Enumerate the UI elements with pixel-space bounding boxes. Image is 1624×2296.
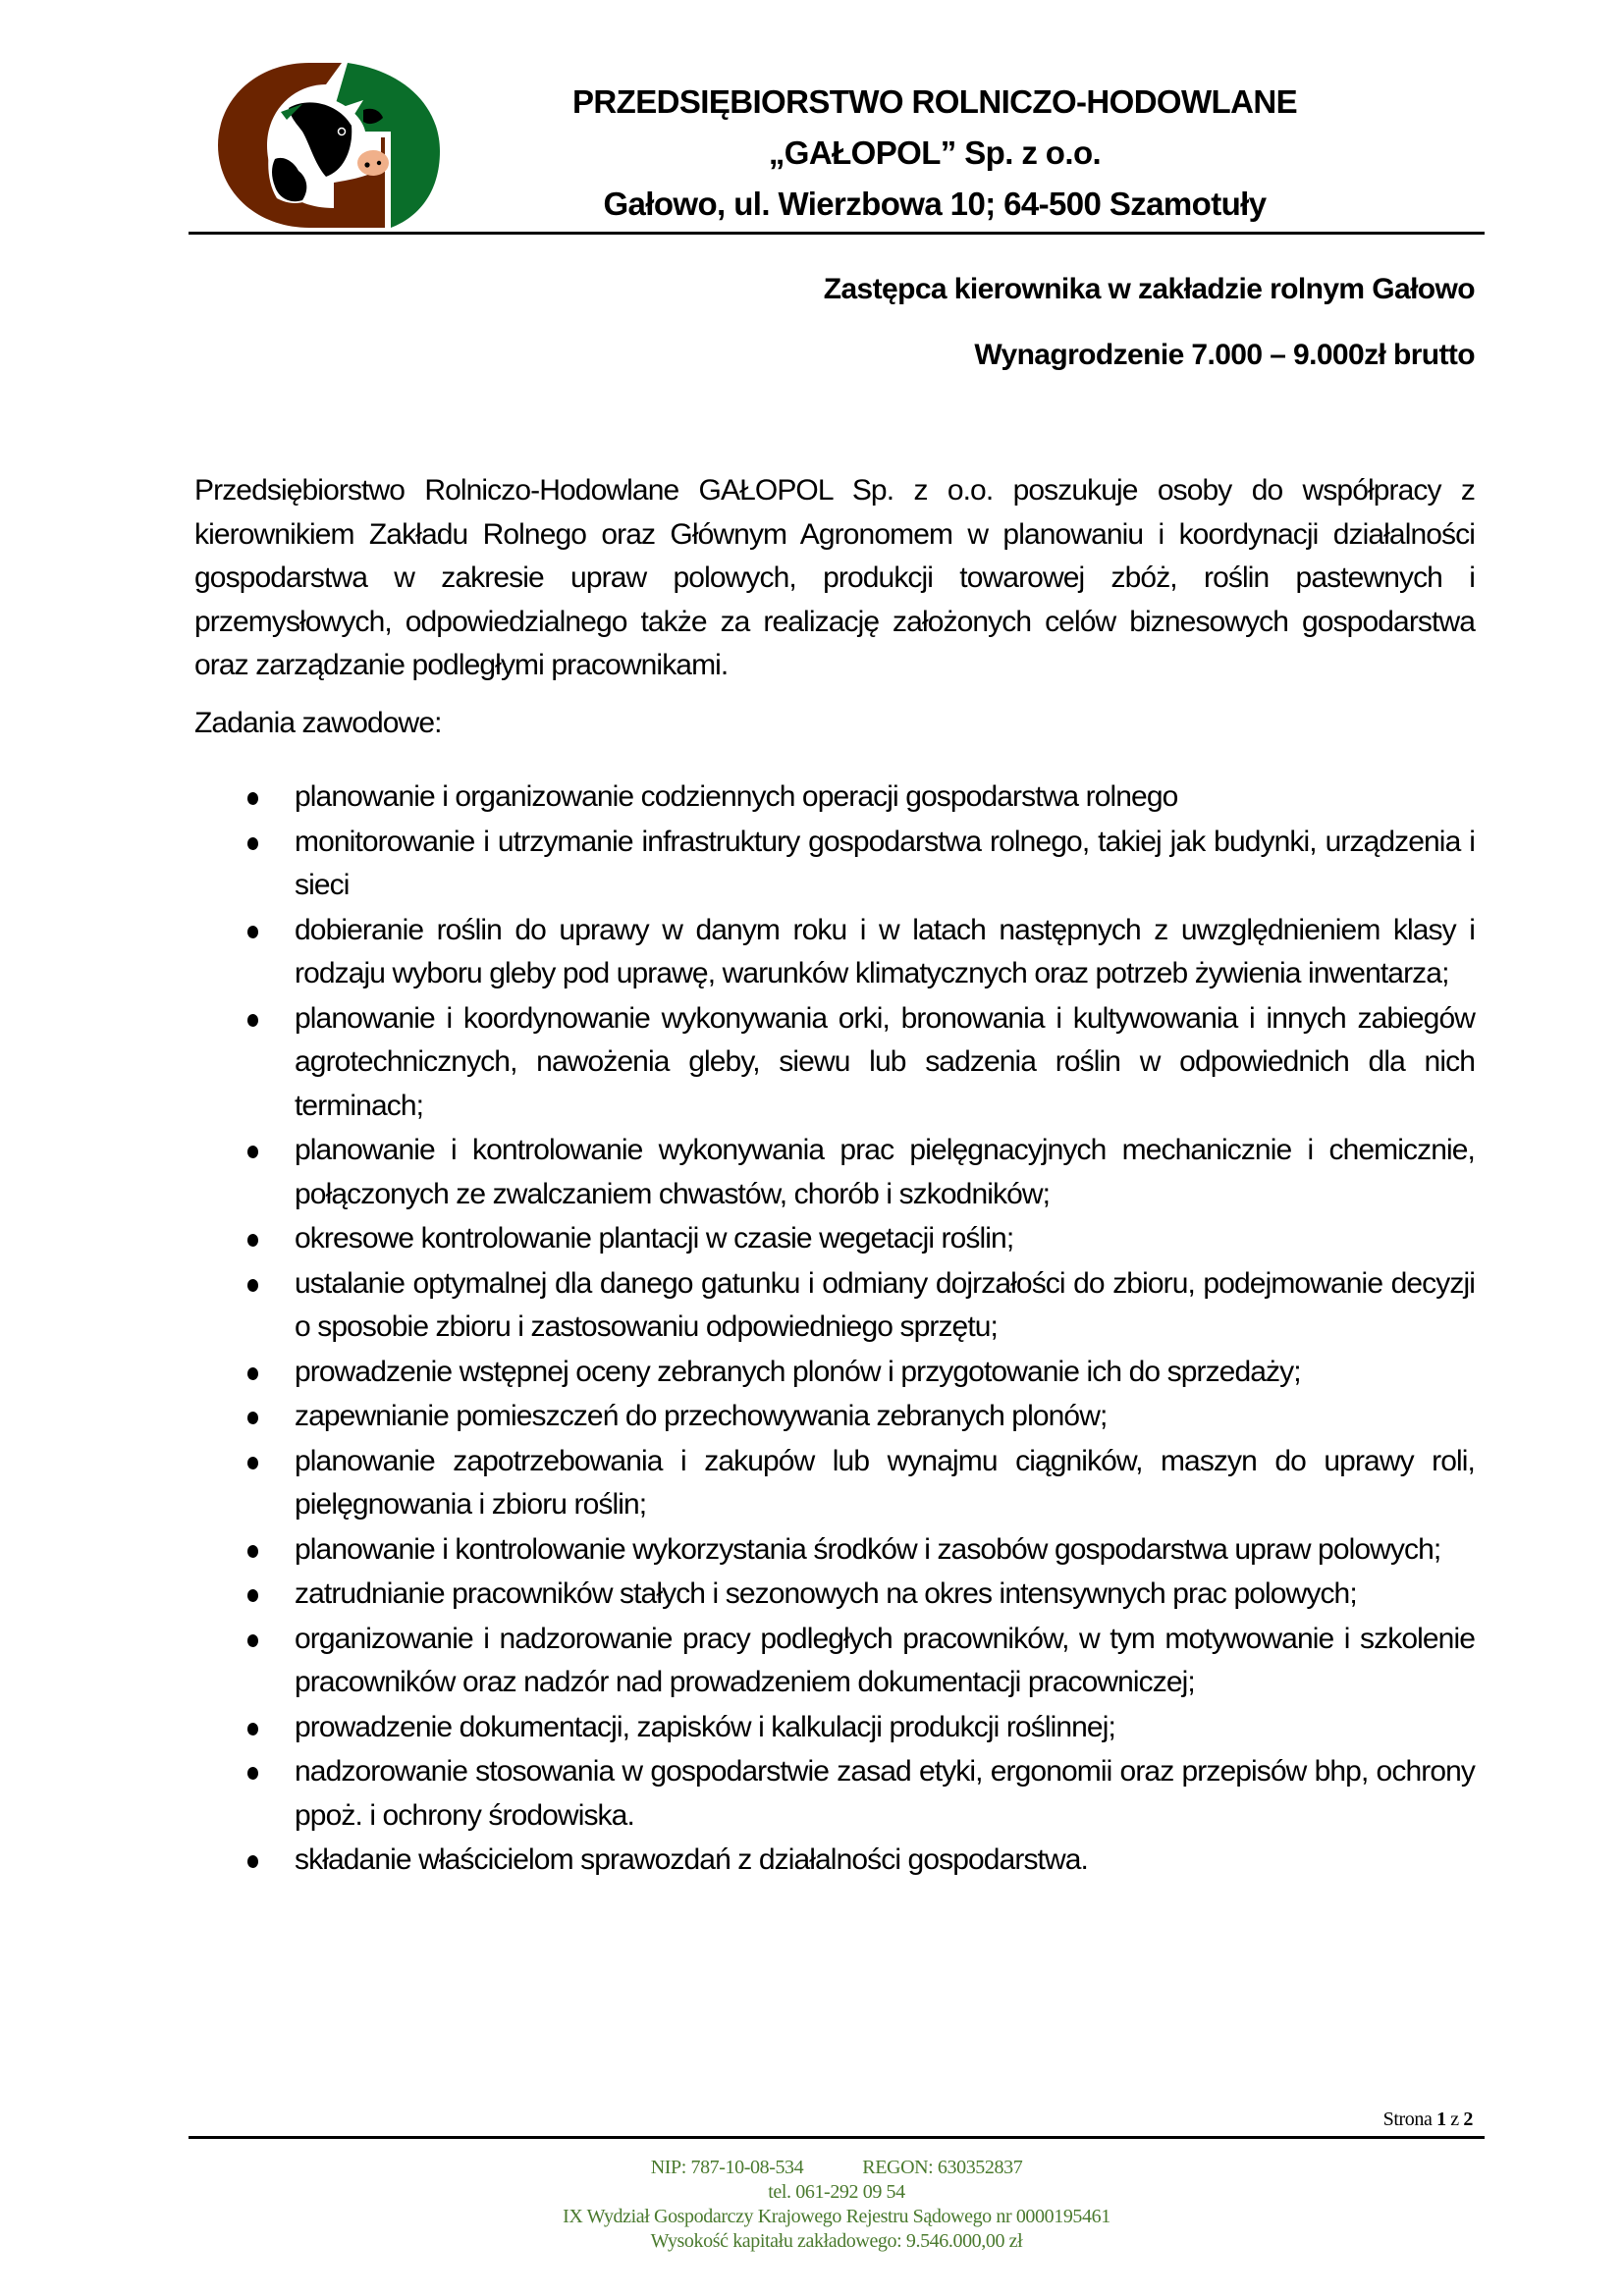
task-text: planowanie i kontrolowanie wykonywania prac pielęgnacyjnych mechanicznie i chemicznie, połączonych ze zwalczaniem chwastów, chorób i szkodników; xyxy=(295,1134,1475,1210)
list-item xyxy=(194,1129,1475,1216)
bullet-icon xyxy=(247,1234,258,1247)
company-name: PRZEDSIĘBIORSTWO ROLNICZO-HODOWLANE xyxy=(572,83,1297,120)
list-item xyxy=(194,1217,1475,1261)
task-text: składanie właścicielom sprawozdań z działalności gospodarstwa. xyxy=(295,1843,1088,1876)
page-separator: z xyxy=(1450,2109,1459,2130)
bullet-icon xyxy=(247,1279,258,1292)
bullet-icon xyxy=(247,1767,258,1780)
bullet-icon xyxy=(247,1545,258,1558)
list-item xyxy=(194,1618,1475,1705)
list-item xyxy=(194,1351,1475,1395)
task-text: zapewnianie pomieszczeń do przechowywania zebranych plonów; xyxy=(295,1400,1108,1432)
task-text: planowanie zapotrzebowania i zakupów lub wynajmu ciągników, maszyn do uprawy roli, pielęgnowania i zbioru roślin; xyxy=(295,1444,1475,1521)
task-text: nadzorowanie stosowania w gospodarstwie zasad etyki, ergonomii oraz przepisów bhp, ochrony ppoż. i ochrony środowiska. xyxy=(295,1755,1475,1832)
regon: REGON: 630352837 xyxy=(862,2157,1023,2178)
footer xyxy=(189,2156,1485,2254)
list-item xyxy=(194,997,1475,1129)
cow-logo-icon xyxy=(216,61,442,230)
bullet-icon xyxy=(247,1634,258,1647)
bullet-icon xyxy=(247,1457,258,1469)
nip: NIP: 787-10-08-534 xyxy=(650,2157,804,2178)
bullet-icon xyxy=(247,1723,258,1735)
task-text: prowadzenie wstępnej oceny zebranych plonów i przygotowanie ich do sprzedaży; xyxy=(295,1355,1301,1388)
task-text: okresowe kontrolowanie plantacji w czasie wegetacji roślin; xyxy=(295,1222,1014,1255)
task-text: ustalanie optymalnej dla danego gatunku i odmiany dojrzałości do zbioru, podejmowanie decyzji o sposobie zbioru i zastosowaniu odpowiedniego sprzętu; xyxy=(295,1266,1475,1343)
bullet-icon xyxy=(247,1367,258,1380)
tasks-heading: Zadania zawodowe: xyxy=(194,707,442,739)
company-info xyxy=(483,77,1386,230)
list-item xyxy=(194,1528,1475,1573)
bullet-icon xyxy=(247,837,258,850)
list-item xyxy=(194,1706,1475,1750)
bullet-icon xyxy=(247,792,258,805)
tasks-list xyxy=(194,775,1475,1884)
bullet-icon xyxy=(247,1014,258,1027)
bullet-icon xyxy=(247,1855,258,1868)
bullet-icon xyxy=(247,1146,258,1158)
company-address: Gałowo, ul. Wierzbowa 10; 64-500 Szamotuły xyxy=(603,186,1267,222)
list-item xyxy=(194,1573,1475,1617)
phone: tel. 061-292 09 54 xyxy=(768,2181,905,2203)
task-text: zatrudnianie pracowników stałych i sezonowych na okres intensywnych prac polowych; xyxy=(295,1577,1357,1610)
bullet-icon xyxy=(247,1589,258,1602)
list-item xyxy=(194,1395,1475,1439)
header-divider xyxy=(189,232,1485,235)
list-item xyxy=(194,1440,1475,1527)
page-prefix: Strona xyxy=(1382,2109,1433,2130)
salary: Wynagrodzenie 7.000 – 9.000zł brutto xyxy=(974,339,1475,371)
intro-paragraph: Przedsiębiorstwo Rolniczo-Hodowlane GAŁOPOL Sp. z o.o. poszukuje osoby do współpracy z kierownikiem Zakładu Rolnego oraz Głównym Agronomem w planowaniu i koordynacji działalności gospodarstwa w zakresie upraw polowych, produkcji towarowej zbóż, roślin pastewnych i przemysłowych, odpowiedzialnego także za realizację założonych celów biznesowych gospodarstwa oraz zarządzanie podległymi pracownikami. xyxy=(194,474,1475,681)
page-number xyxy=(1383,2109,1473,2131)
company-legal-name: „GAŁOPOL” Sp. z o.o. xyxy=(768,134,1102,171)
footer-ids xyxy=(189,2156,1485,2180)
letterhead xyxy=(189,57,1485,234)
list-item xyxy=(194,1750,1475,1838)
task-text: prowadzenie dokumentacji, zapisków i kalkulacji produkcji roślinnej; xyxy=(295,1710,1115,1743)
task-text: planowanie i koordynowanie wykonywania orki, bronowania i kultywowania i innych zabiegów agrotechnicznych, nawożenia gleby, siewu lub sadzenia roślin w odpowiednich dla nich terminach; xyxy=(295,1001,1475,1122)
task-text: organizowanie i nadzorowanie pracy podległych pracowników, w tym motywowanie i szkolenie pracowników oraz nadzór nad prowadzeniem dokumentacji pracowniczej; xyxy=(295,1622,1475,1698)
job-title: Zastępca kierownika w zakładzie rolnym Gałowo xyxy=(823,273,1475,305)
page-current: 1 xyxy=(1436,2109,1446,2130)
task-text: dobieranie roślin do uprawy w danym roku i w latach następnych z uwzględnieniem klasy i rodzaju wyboru gleby pod uprawę, warunków klimatycznych oraz potrzeb żywienia inwentarza; xyxy=(295,913,1475,989)
list-item xyxy=(194,775,1475,820)
page-total: 2 xyxy=(1463,2109,1473,2130)
share-capital: Wysokość kapitału zakładowego: 9.546.000,00 zł xyxy=(650,2230,1023,2252)
list-item xyxy=(194,821,1475,908)
list-item xyxy=(194,909,1475,996)
task-text: planowanie i organizowanie codziennych operacji gospodarstwa rolnego xyxy=(295,780,1178,813)
bullet-icon xyxy=(247,1412,258,1424)
list-item xyxy=(194,1839,1475,1883)
krs: IX Wydział Gospodarczy Krajowego Rejestru Sądowego nr 0000195461 xyxy=(563,2206,1110,2227)
task-text: monitorowanie i utrzymanie infrastruktury gospodarstwa rolnego, takiej jak budynki, urządzenia i sieci xyxy=(295,825,1475,901)
footer-divider xyxy=(189,2136,1485,2139)
task-text: planowanie i kontrolowanie wykorzystania środków i zasobów gospodarstwa upraw polowych; xyxy=(295,1532,1441,1566)
bullet-icon xyxy=(247,926,258,938)
list-item xyxy=(194,1262,1475,1350)
